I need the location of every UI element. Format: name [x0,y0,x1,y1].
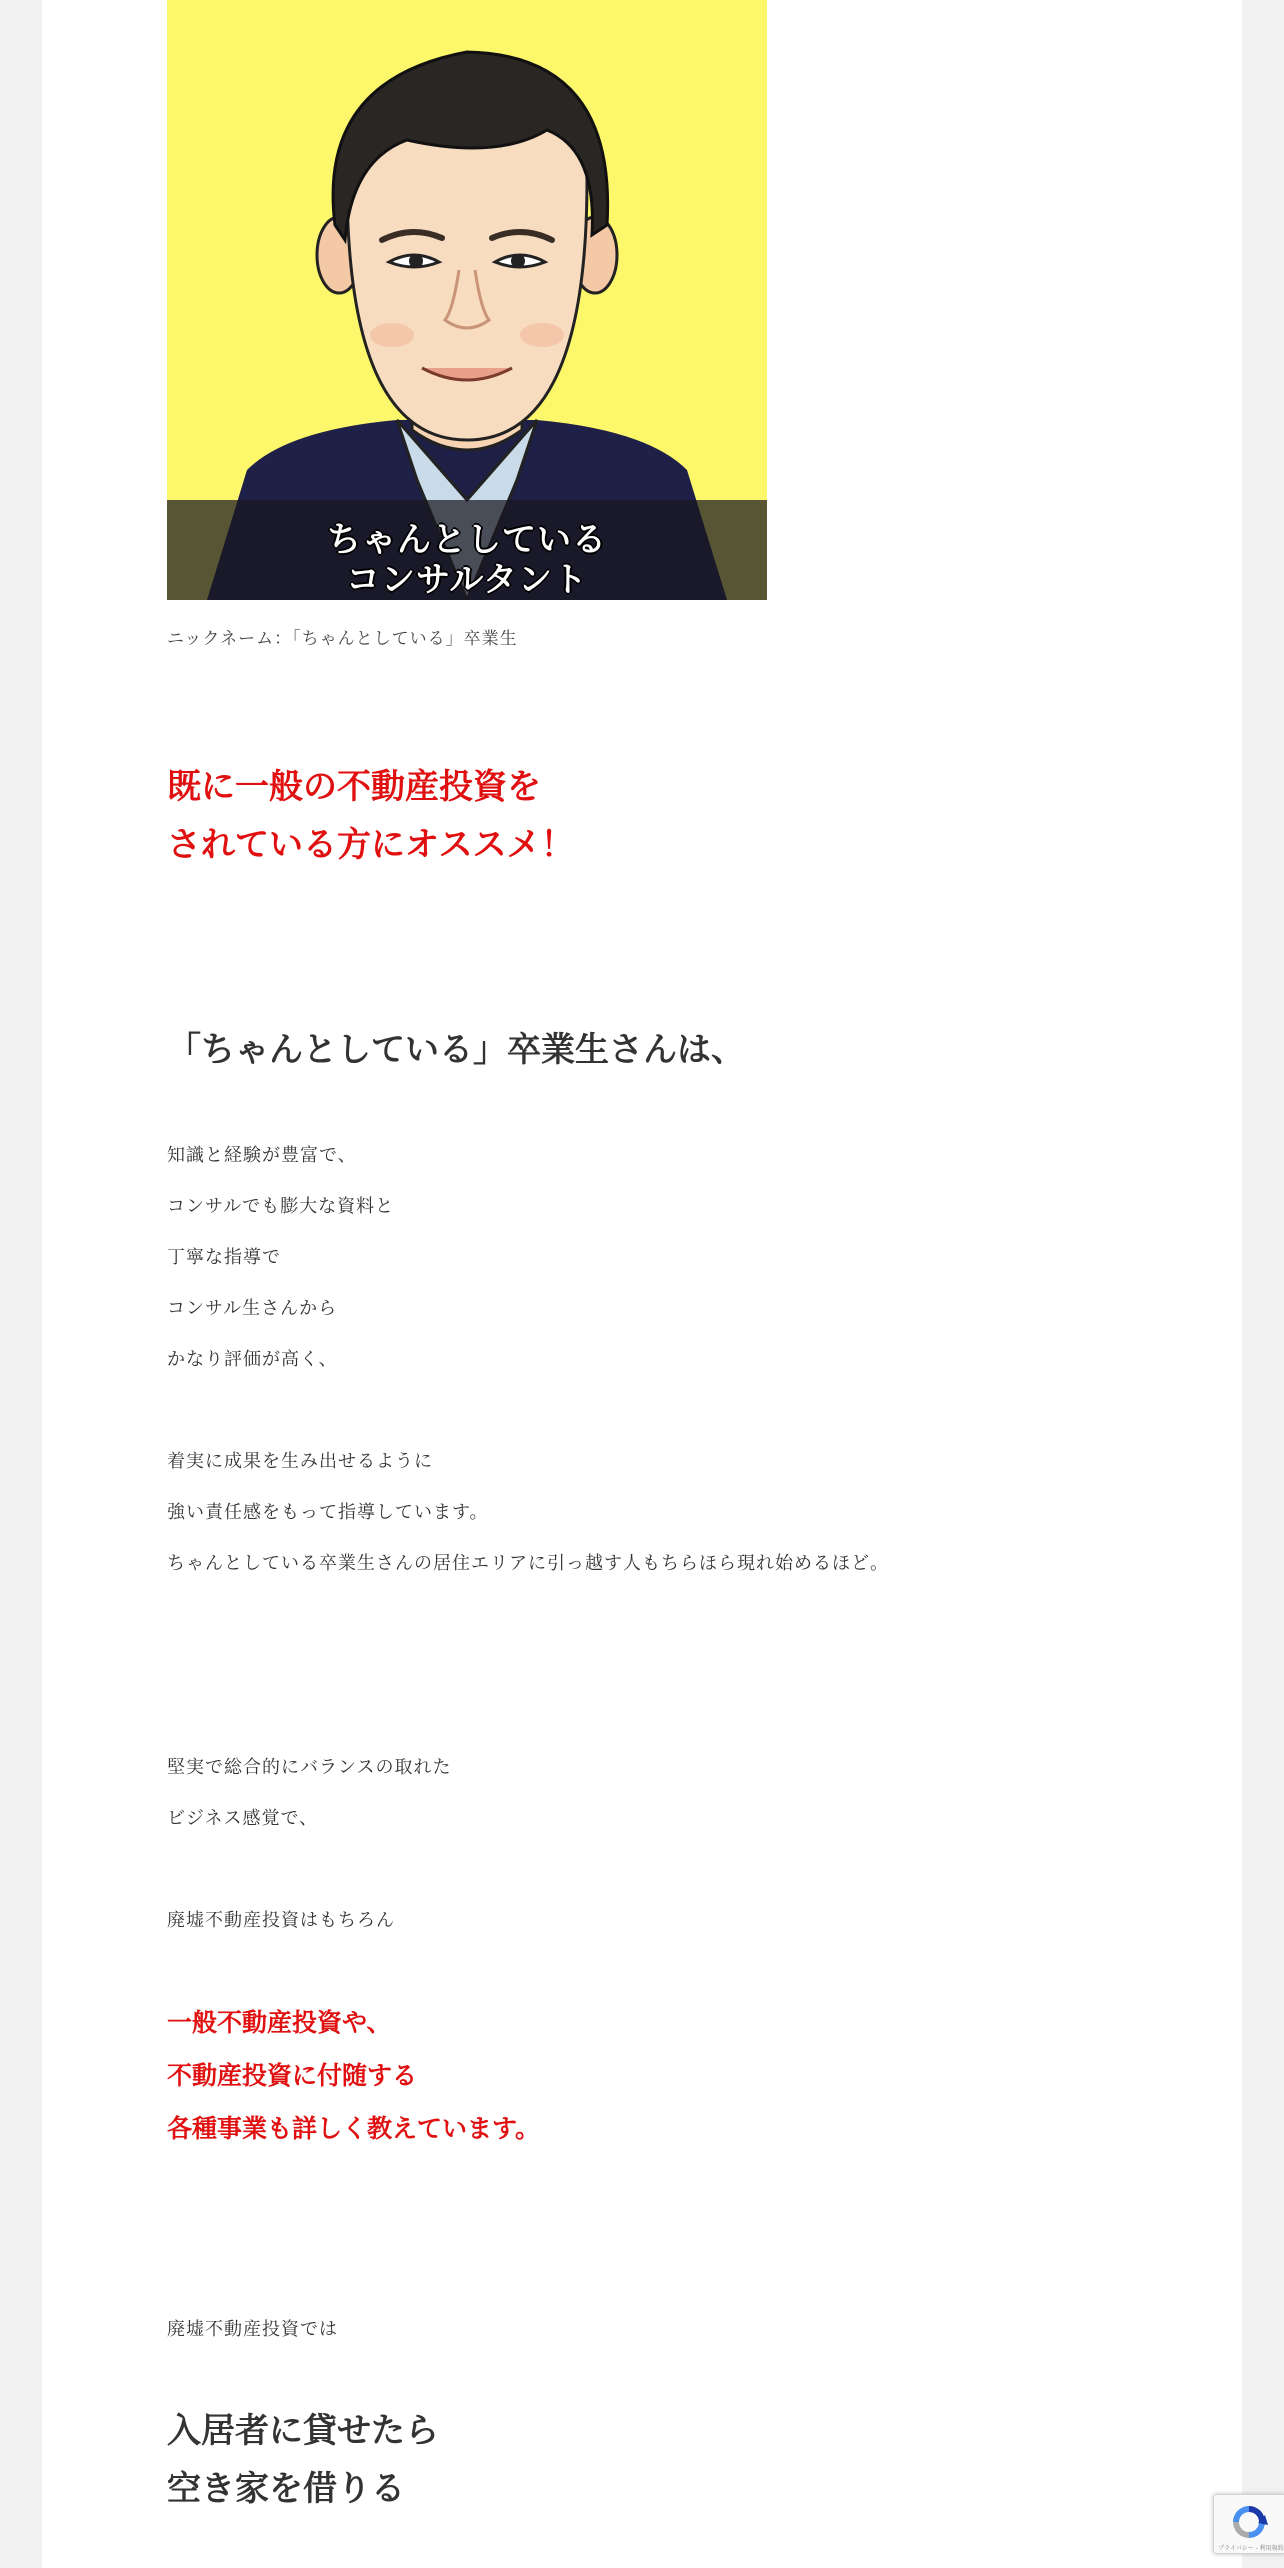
paragraph-line: ちゃんとしている卒業生さんの居住エリアに引っ越す人もちらほら現れ始めるほど。 [167,1553,889,1574]
recaptcha-badge[interactable] [1213,2494,1284,2554]
paragraph-line: 知識と経験が豊富で、 [167,1145,357,1166]
nickname-caption: ニックネーム：「ちゃんとしている」卒業生 [167,629,518,649]
recaptcha-logo-icon [1228,2503,1270,2541]
consultant-portrait [167,0,767,600]
paragraph-ruins-investment [167,1895,395,1946]
paragraph-experience [167,1130,394,1385]
paragraph-line: 丁寧な指導で [167,1247,281,1268]
paragraph-line: かなり評価が高く、 [167,1349,338,1370]
paragraph-line: 廃墟不動産投資はもちろん [167,1910,395,1931]
rental-heading-line2: 空き家を借りる [167,2469,405,2509]
red-emphasis-line: 不動産投資に付随する [167,2061,418,2090]
recommend-heading [167,758,575,874]
paragraph-line: 強い責任感をもって指導しています。 [167,1502,489,1523]
paragraph-line: コンサル生さんから [167,1298,338,1319]
rental-heading-line1: 入居者に貸せたら [167,2411,439,2451]
paragraph-balance [167,1742,451,1844]
recommend-heading-line1: 既に一般の不動産投資を [167,767,541,807]
paragraph-line: コンサルでも膨大な資料と [167,1196,395,1217]
paragraph-line: 廃墟不動産投資では [167,2319,338,2340]
page-container [42,0,1242,2568]
paragraph-results [167,1436,889,1589]
paragraph-line: 着実に成果を生み出せるように [167,1451,433,1472]
rental-heading [167,2402,439,2518]
paragraph-ruins-intro [167,2304,338,2355]
portrait-caption-line2: コンサルタント [346,560,588,600]
red-emphasis-block [167,1996,540,2155]
red-emphasis-line: 各種事業も詳しく教えています。 [167,2114,541,2143]
red-emphasis-line: 一般不動産投資や、 [167,2008,392,2037]
recommend-heading-line2: されている方にオススメ！ [167,825,575,865]
portrait-caption-line1: ちゃんとしている [327,520,607,560]
paragraph-line: ビジネス感覚で、 [167,1808,319,1829]
paragraph-line: 堅実で総合的にバランスの取れた [167,1757,452,1778]
recaptcha-terms-link[interactable]: プライバシー - 利用規約 [1218,2545,1284,2552]
section-heading: 「ちゃんとしている」卒業生さんは、 [167,1030,745,1070]
